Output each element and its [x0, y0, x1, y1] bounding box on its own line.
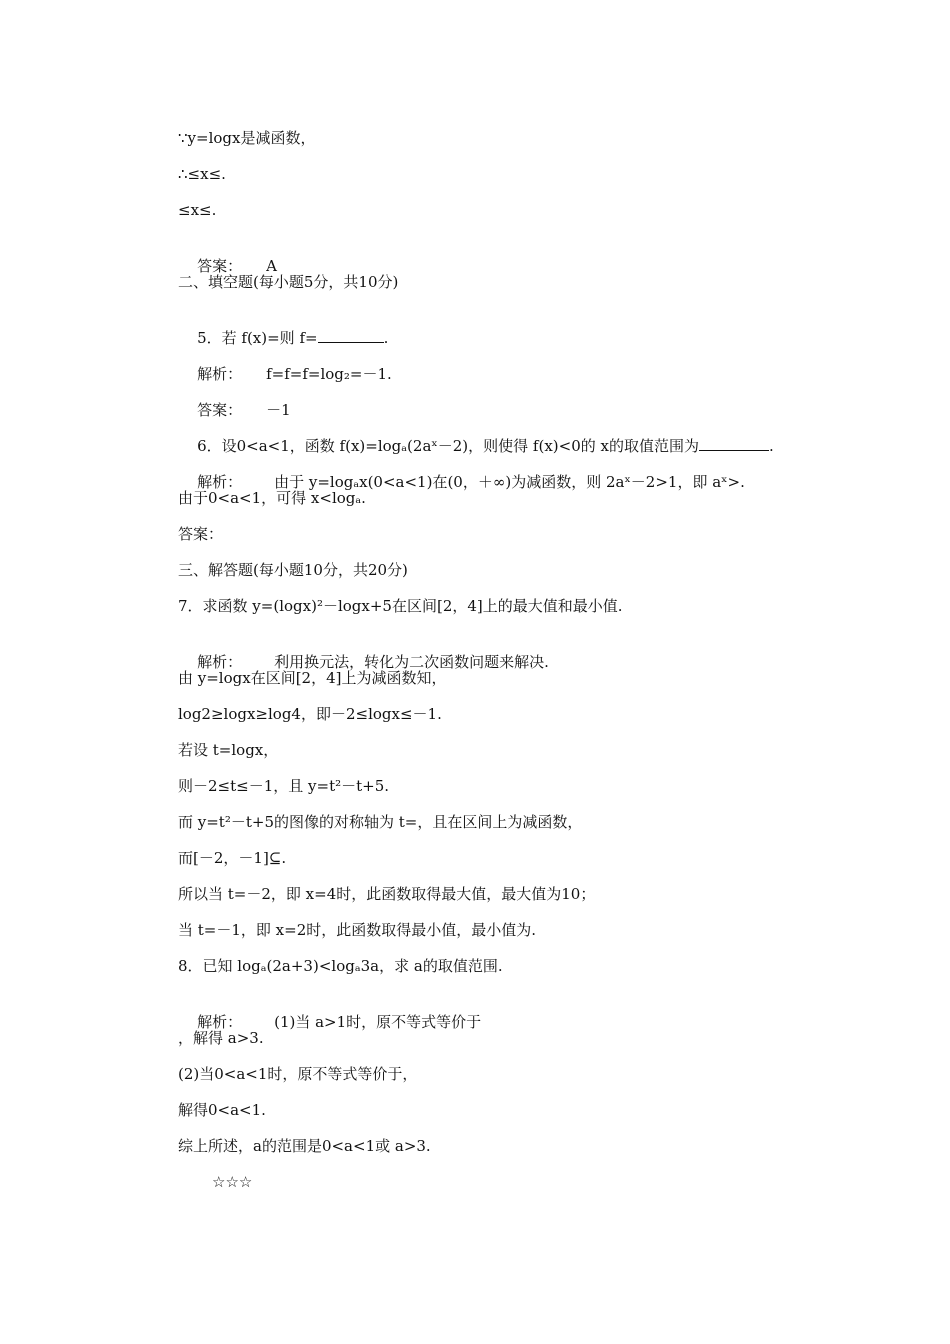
solution-text: (1)当 a>1时，原不等式等价于 [274, 1013, 482, 1031]
stars-divider: ☆☆☆ [212, 1173, 253, 1191]
question-text: 5．若 f(x)=则 f= [197, 329, 318, 347]
solution-label: 解析： [197, 365, 243, 383]
question-8: 8．已知 logₐ(2a+3)<logₐ3a，求 a的取值范围. [178, 957, 503, 975]
solution-label: 解析： [197, 473, 243, 491]
text-line: 当 t=－1，即 x=2时，此函数取得最小值，最小值为. [178, 921, 537, 939]
solution-label: 解析： [197, 653, 243, 671]
question-end: . [383, 329, 389, 347]
answer-blank [699, 436, 769, 451]
section-heading: 三、解答题(每小题10分，共20分) [178, 561, 408, 579]
question-7: 7．求函数 y=(logx)²－logx+5在区间[2，4]上的最大值和最小值. [178, 597, 623, 615]
text-line: ∴≤x≤. [178, 165, 226, 183]
answer-value: －1 [266, 401, 291, 419]
text-line: 解得0<a<1. [178, 1101, 266, 1119]
text-line: ∵y=logx是减函数， [178, 129, 316, 147]
answer-value: A [266, 257, 277, 275]
section-heading: 二、填空题(每小题5分，共10分) [178, 273, 399, 291]
solution-text: f=f=f=log₂=－1. [266, 365, 392, 383]
text-line: ≤x≤. [178, 201, 217, 219]
text-line: 由于0<a<1，可得 x<logₐ. [178, 489, 366, 507]
answer-blank [318, 328, 384, 343]
text-line: 则－2≤t≤－1，且 y=t²－t+5. [178, 777, 390, 795]
text-line: log2≥logx≥log4，即－2≤logx≤－1. [178, 705, 442, 723]
question-end: . [768, 437, 774, 455]
answer-label: 答案： [197, 257, 243, 275]
solution-text: 利用换元法，转化为二次函数问题来解决. [274, 653, 549, 671]
solution-label: 解析： [197, 1013, 243, 1031]
text-line: (2)当0<a<1时，原不等式等价于， [178, 1065, 418, 1083]
text-line: 而 y=t²－t+5的图像的对称轴为 t=，且在区间上为减函数， [178, 813, 583, 831]
answer-label: 答案： [197, 401, 243, 419]
text-line: 由 y=logx在区间[2，4]上为减函数知， [178, 669, 447, 687]
answer-label: 答案： [178, 525, 224, 543]
text-line: ，解得 a>3. [178, 1029, 264, 1047]
solution-text: 由于 y=logₐx(0<a<1)在(0，＋∞)为减函数，则 2aˣ－2>1，即 aˣ>. [274, 473, 745, 491]
question-text: 6．设0<a<1，函数 f(x)=logₐ(2aˣ－2)，则使得 f(x)<0的 x的取值范围为 [197, 437, 699, 455]
text-line: 所以当 t=－2，即 x=4时，此函数取得最大值，最大值为10； [178, 885, 596, 903]
text-line: 若设 t=logx， [178, 741, 279, 759]
text-line: 综上所述，a的范围是0<a<1或 a>3. [178, 1137, 431, 1155]
text-line: 而[－2，－1]⊆. [178, 849, 287, 867]
